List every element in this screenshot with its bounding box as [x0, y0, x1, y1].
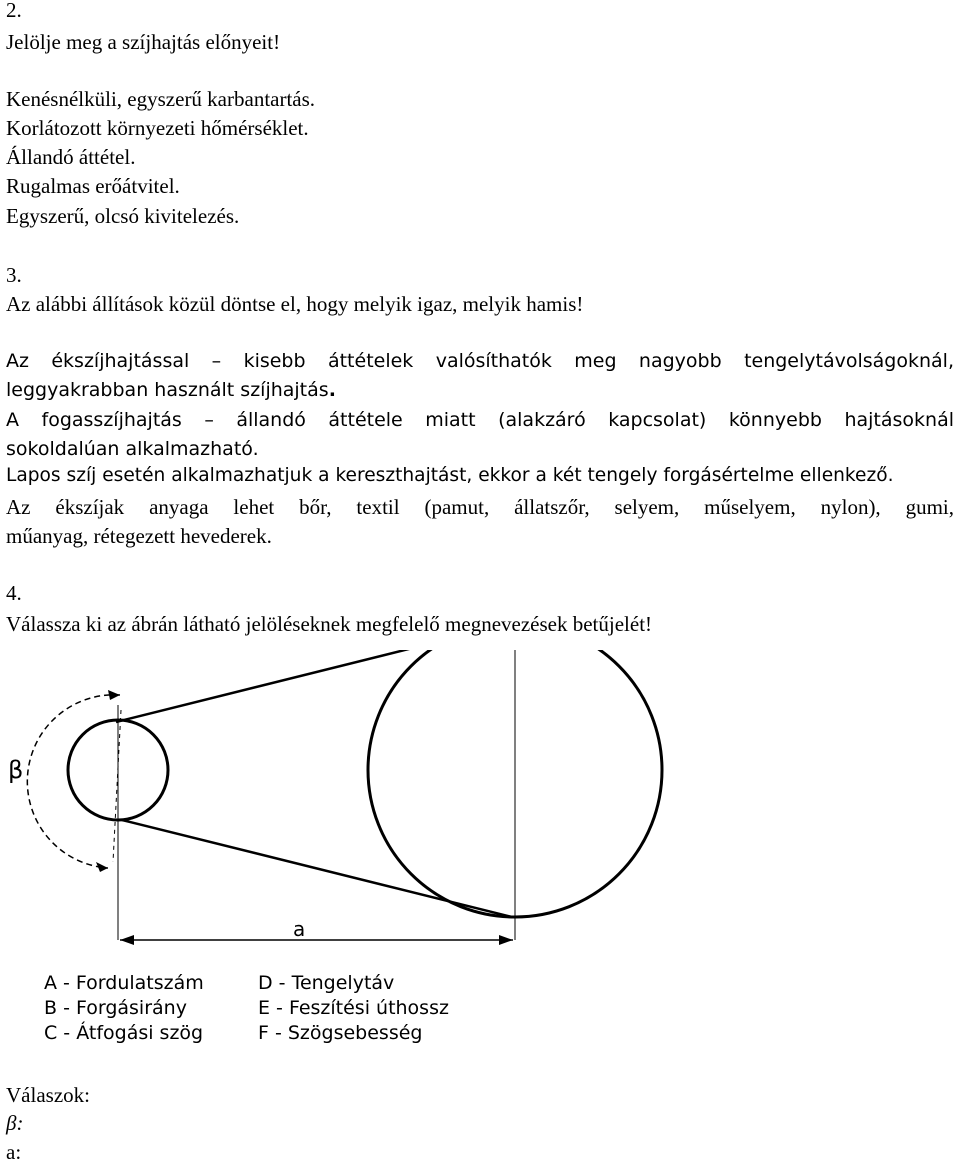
q2-number: 2. [6, 0, 22, 22]
belt-upper-strand [116, 650, 509, 722]
answer-a[interactable]: a: [6, 1140, 22, 1164]
q3-statement-2-line2: sokoldalúan alkalmazható. [6, 438, 259, 460]
q3-statement-1-line1: Az ékszíjhajtással – kisebb áttételek valósíthatók meg nagyobb tengelytávolságoknál, [6, 350, 954, 372]
legend-item-e: E - Feszítési úthossz [258, 997, 449, 1019]
q2-question: Jelölje meg a szíjhajtás előnyeit! [6, 30, 281, 54]
dimension-arrow-right [499, 935, 513, 945]
q3-statement-4-line2: műanyag, rétegezett hevederek. [6, 524, 272, 548]
q3-statement-1-dot: . [328, 379, 336, 401]
legend-item-d: D - Tengelytáv [258, 972, 395, 994]
q3-statement-2[interactable] [6, 406, 954, 464]
q3-statement-3[interactable]: Lapos szíj esetén alkalmazhatjuk a kereszthajtást, ekkor a két tengely forgásértelme ellenkező. [6, 465, 894, 486]
legend-item-f: F - Szögsebesség [258, 1022, 423, 1044]
q2-option-2[interactable]: Korlátozott környezeti hőmérséklet. [6, 116, 309, 140]
q2-option-1[interactable]: Kenésnélküli, egyszerű karbantartás. [6, 87, 316, 111]
q2-option-4[interactable]: Rugalmas erőátvitel. [6, 174, 180, 198]
q3-statement-1[interactable] [6, 347, 954, 405]
legend-item-c: C - Átfogási szög [44, 1022, 204, 1044]
q2-option-3[interactable]: Állandó áttétel. [6, 145, 136, 169]
belt-lower-strand [122, 820, 512, 917]
q3-statement-4-line1: Az ékszíjak anyaga lehet bőr, textil (pamut, állatszőr, selyem, műselyem, nylon), gumi, [6, 495, 954, 519]
q3-statement-1-line2: leggyakrabban használt szíjhajtás [6, 379, 329, 401]
arc-arrowhead-top [108, 690, 120, 700]
center-distance-label: a [293, 917, 306, 941]
answers-title: Válaszok: [6, 1083, 90, 1107]
q3-statement-2-line1: A fogasszíjhajtás – állandó áttétele miatt (alakzáró kapcsolat) könnyebb hajtásoknál [6, 409, 954, 431]
q4-question: Válassza ki az ábrán látható jelöléseknek megfelelő megnevezések betűjelét! [6, 612, 653, 636]
q3-question: Az alábbi állítások közül döntse el, hogy melyik igaz, melyik hamis! [6, 292, 584, 316]
wrap-extension-line [113, 710, 121, 862]
q3-number: 3. [6, 263, 22, 287]
answer-beta[interactable]: β: [6, 1111, 24, 1135]
q3-statement-4[interactable] [6, 493, 954, 551]
q4-number: 4. [6, 581, 22, 605]
belt-drive-diagram [0, 650, 960, 970]
beta-label: β [8, 756, 24, 784]
legend-item-b: B - Forgásirány [44, 997, 187, 1019]
dimension-arrow-left [120, 935, 134, 945]
q2-option-5[interactable]: Egyszerű, olcsó kivitelezés. [6, 204, 240, 228]
legend-item-a: A - Fordulatszám [44, 972, 204, 994]
